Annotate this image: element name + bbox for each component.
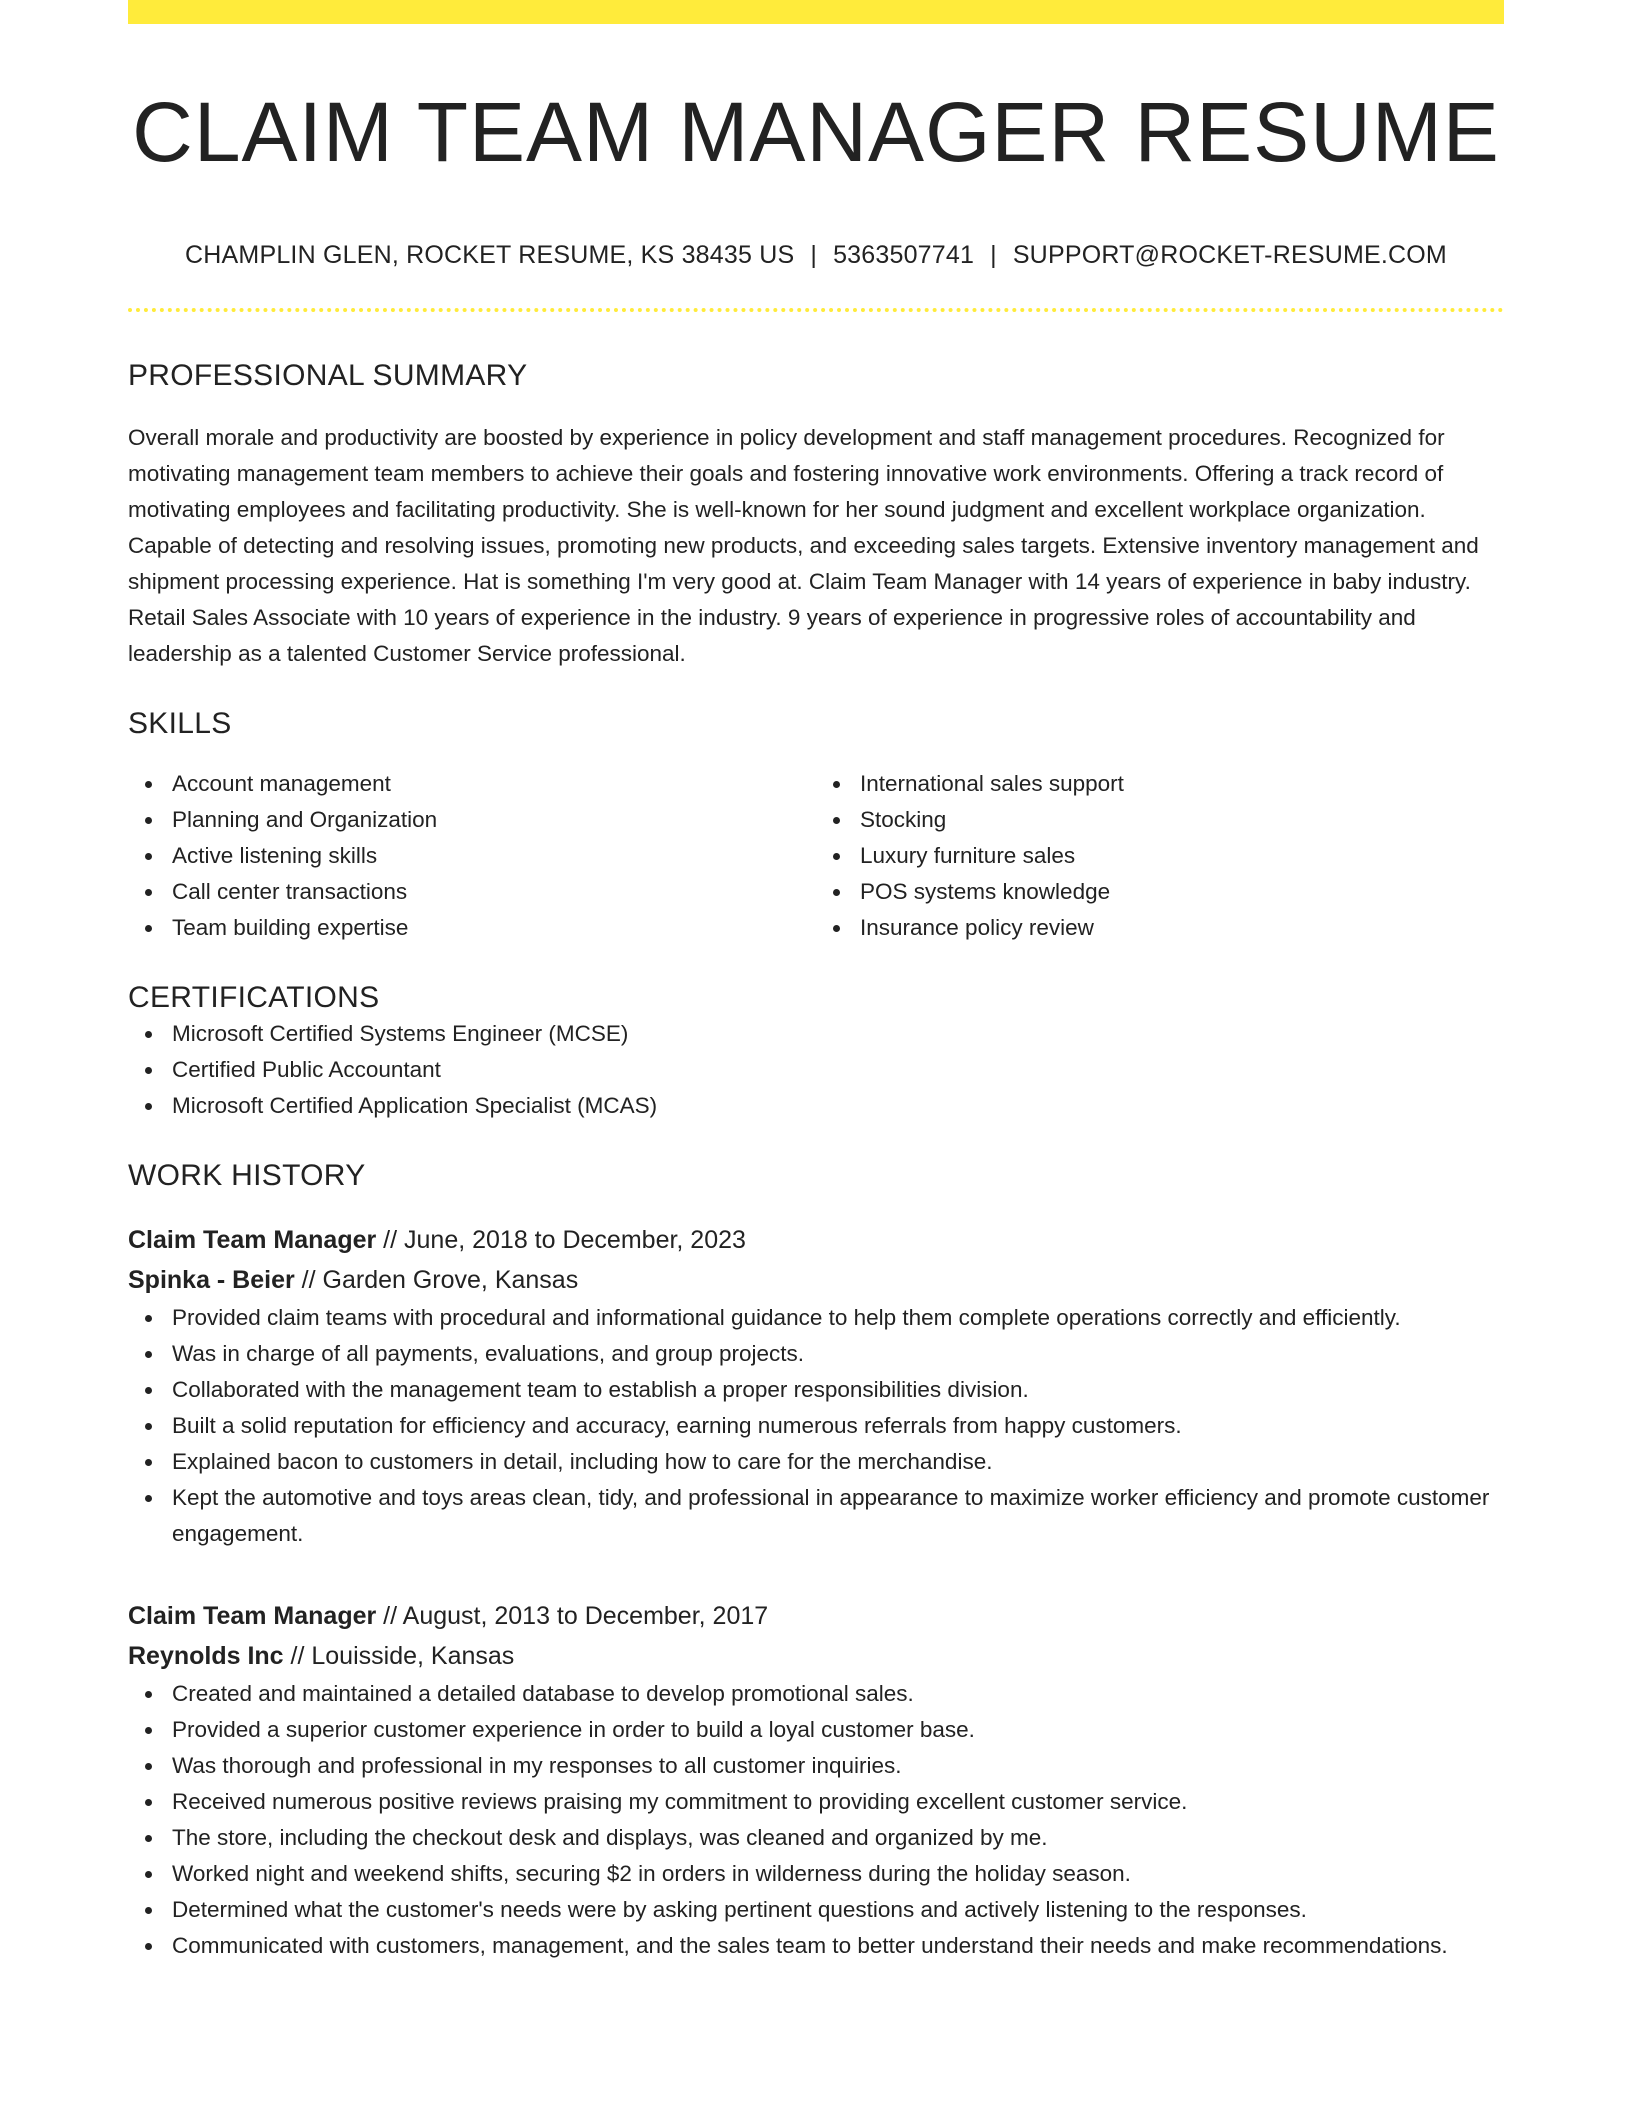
job-title-line <box>128 1220 1504 1260</box>
job-bullet: Provided a superior customer experience in order to build a loyal customer base. <box>172 1712 1504 1748</box>
contact-separator: | <box>810 241 818 270</box>
skills-column-right <box>816 766 1504 946</box>
skills-list <box>128 766 1504 946</box>
job-bullet: Created and maintained a detailed database to develop promotional sales. <box>172 1676 1504 1712</box>
certifications-heading: CERTIFICATIONS <box>128 981 380 1015</box>
certifications-list <box>128 1016 1504 1124</box>
job-company: Spinka - Beier <box>128 1266 295 1295</box>
job-bullet: Communicated with customers, management, and the sales team to better understand their needs and make recommendations. <box>172 1928 1504 1964</box>
job-bullet: Received numerous positive reviews praising my commitment to providing excellent customer service. <box>172 1784 1504 1820</box>
job-location: // Louisside, Kansas <box>283 1642 515 1671</box>
work-history-heading: WORK HISTORY <box>128 1159 366 1193</box>
contact-phone: 5363507741 <box>833 241 975 270</box>
skill-item: Luxury furniture sales <box>860 838 1504 874</box>
job-title: Claim Team Manager <box>128 1602 377 1631</box>
skill-item: Account management <box>172 766 816 802</box>
dotted-divider <box>128 308 1504 312</box>
job-bullet: Provided claim teams with procedural and informational guidance to help them complete operations correctly and efficiently. <box>172 1300 1504 1336</box>
skill-item: International sales support <box>860 766 1504 802</box>
job-bullets <box>128 1300 1504 1552</box>
job-entry <box>128 1596 1504 1964</box>
accent-top-bar <box>128 0 1504 24</box>
job-dates: // June, 2018 to December, 2023 <box>376 1226 746 1255</box>
job-company-line <box>128 1260 1504 1300</box>
job-bullet: Worked night and weekend shifts, securing $2 in orders in wilderness during the holiday season. <box>172 1856 1504 1892</box>
job-dates: // August, 2013 to December, 2017 <box>376 1602 769 1631</box>
skill-item: Team building expertise <box>172 910 816 946</box>
job-company: Reynolds Inc <box>128 1642 284 1671</box>
job-bullet: Collaborated with the management team to establish a proper responsibilities division. <box>172 1372 1504 1408</box>
skill-item: Call center transactions <box>172 874 816 910</box>
contact-email: SUPPORT@ROCKET-RESUME.COM <box>1012 241 1447 270</box>
job-bullet: Kept the automotive and toys areas clean, tidy, and professional in appearance to maximize worker efficiency and promote customer engagement. <box>172 1480 1504 1552</box>
certification-item: Certified Public Accountant <box>172 1052 1504 1088</box>
skills-column-left <box>128 766 816 946</box>
certification-item: Microsoft Certified Systems Engineer (MCSE) <box>172 1016 1504 1052</box>
skill-item: Planning and Organization <box>172 802 816 838</box>
job-bullet: Explained bacon to customers in detail, including how to care for the merchandise. <box>172 1444 1504 1480</box>
certification-item: Microsoft Certified Application Specialist (MCAS) <box>172 1088 1504 1124</box>
job-bullet: Was thorough and professional in my responses to all customer inquiries. <box>172 1748 1504 1784</box>
job-bullet: Determined what the customer's needs were by asking pertinent questions and actively listening to the responses. <box>172 1892 1504 1928</box>
job-title: Claim Team Manager <box>128 1226 377 1255</box>
skill-item: Active listening skills <box>172 838 816 874</box>
job-title-line <box>128 1596 1504 1636</box>
contact-address: CHAMPLIN GLEN, ROCKET RESUME, KS 38435 US <box>185 241 795 270</box>
page-title: CLAIM TEAM MANAGER RESUME <box>132 85 1500 179</box>
contact-line <box>128 240 1504 270</box>
summary-heading: PROFESSIONAL SUMMARY <box>128 359 528 393</box>
job-company-line <box>128 1636 1504 1676</box>
job-bullet: The store, including the checkout desk and displays, was cleaned and organized by me. <box>172 1820 1504 1856</box>
summary-text: Overall morale and productivity are boosted by experience in policy development and staff management procedures. Recognized for motivating management team members to achieve their goals and fostering innovative work environments. Offering a track record of motivating employees and facilitating productivity. She is well-known for her sound judgment and excellent workplace organization. Capable of detecting and resolving issues, promoting new products, and exceeding sales targets. Extensive inventory management and shipment processing experience. Hat is something I'm very good at. Claim Team Manager with 14 years of experience in baby industry. Retail Sales Associate with 10 years of experience in the industry. 9 years of experience in progressive roles of accountability and leadership as a talented Customer Service professional. <box>128 425 1479 667</box>
contact-separator: | <box>990 241 997 270</box>
job-location: // Garden Grove, Kansas <box>294 1266 579 1295</box>
job-entry <box>128 1220 1504 1552</box>
skill-item: Insurance policy review <box>860 910 1504 946</box>
job-bullet: Was in charge of all payments, evaluations, and group projects. <box>172 1336 1504 1372</box>
job-bullets <box>128 1676 1504 1964</box>
skill-item: Stocking <box>860 802 1504 838</box>
skill-item: POS systems knowledge <box>860 874 1504 910</box>
resume-page <box>128 0 1504 1964</box>
job-bullet: Built a solid reputation for efficiency and accuracy, earning numerous referrals from happy customers. <box>172 1408 1504 1444</box>
skills-heading: SKILLS <box>128 707 232 741</box>
